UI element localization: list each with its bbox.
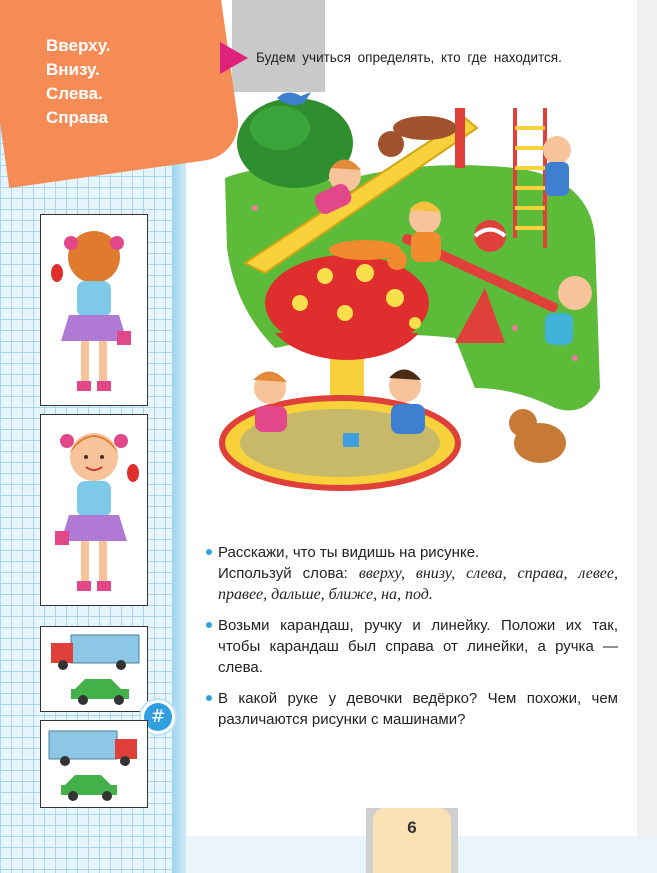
bullet-icon [206, 695, 212, 701]
girl-front-illustration [41, 415, 147, 605]
lesson-title [46, 34, 110, 130]
pointer-arrow-icon [220, 42, 248, 74]
bullet-icon [206, 622, 212, 628]
word-list: вверху, внизу, слева, справа, левее, правее, дальше, ближе, на, под. [218, 565, 619, 603]
cars-illustration-2 [41, 721, 147, 807]
card-cars-1 [40, 626, 148, 712]
card-cars-2 [40, 720, 148, 808]
playground-illustration [215, 88, 610, 508]
title-block [0, 0, 243, 188]
task-text [218, 563, 618, 605]
ball [474, 220, 506, 252]
girl-back-illustration [41, 215, 147, 405]
task-item [206, 688, 618, 730]
card-girl-front [40, 414, 148, 606]
lesson-goal: Будем учиться определять, кто где находится. [256, 50, 562, 65]
task-text: В какой руке у девочки ведёрко? Чем похожи, чем различаются рисунки с машинами? [218, 690, 618, 728]
title-line: Слева. [46, 84, 103, 103]
card-girl-back [40, 214, 148, 406]
task-text-lead: Используй слова: [218, 565, 348, 582]
dog-on-slide [393, 116, 457, 140]
title-line: Справа [46, 108, 109, 127]
grid-icon-symbol: # [144, 703, 172, 731]
task-text: Возьми карандаш, ручку и линейку. Положи их так, чтобы карандаш был справа от линейки, а ручка — слева. [218, 617, 618, 676]
task-text: Расскажи, что ты видишь на рисунке. [218, 544, 480, 561]
page-right-edge [637, 0, 657, 873]
title-line: Внизу. [46, 60, 100, 79]
task-item [206, 615, 618, 678]
task-item [206, 542, 618, 605]
cars-illustration-1 [41, 627, 147, 711]
task-list [206, 542, 618, 740]
page-number: 6 [373, 808, 451, 873]
title-line: Вверху. [46, 36, 111, 55]
bullet-icon [206, 549, 212, 555]
